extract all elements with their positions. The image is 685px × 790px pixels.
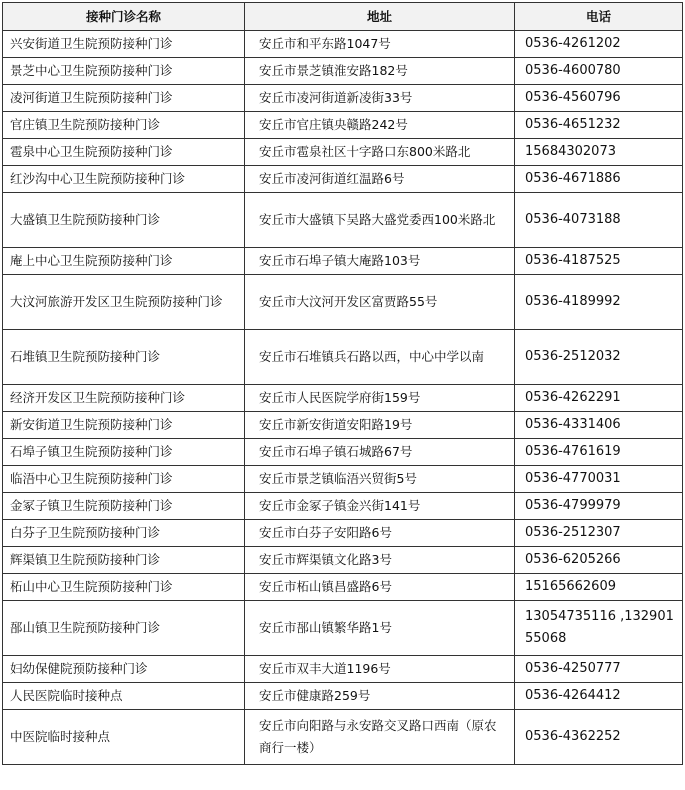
clinic-name: 庵上中心卫生院预防接种门诊 — [3, 248, 245, 275]
clinic-address: 安丘市郚山镇繁华路1号 — [245, 601, 515, 656]
table-row — [3, 31, 683, 58]
clinic-phone: 0536-4651232 — [515, 112, 683, 139]
clinic-phone: 0536-4671886 — [515, 166, 683, 193]
clinic-name: 凌河街道卫生院预防接种门诊 — [3, 85, 245, 112]
table-row — [3, 412, 683, 439]
clinic-address: 安丘市凌河街道红温路6号 — [245, 166, 515, 193]
clinic-address: 安丘市和平东路1047号 — [245, 31, 515, 58]
table-row — [3, 520, 683, 547]
clinic-address: 安丘市大汶河开发区富贾路55号 — [245, 275, 515, 330]
clinic-phone: 15165662609 — [515, 574, 683, 601]
clinic-name: 兴安街道卫生院预防接种门诊 — [3, 31, 245, 58]
table-row — [3, 656, 683, 683]
clinic-name: 中医院临时接种点 — [3, 710, 245, 765]
clinic-address: 安丘市石埠子镇石城路67号 — [245, 439, 515, 466]
table-row — [3, 547, 683, 574]
clinic-address: 安丘市新安街道安阳路19号 — [245, 412, 515, 439]
clinic-address: 安丘市雹泉社区十字路口东800米路北 — [245, 139, 515, 166]
clinic-name: 人民医院临时接种点 — [3, 683, 245, 710]
clinic-name: 妇幼保健院预防接种门诊 — [3, 656, 245, 683]
clinic-address: 安丘市景芝镇淮安路182号 — [245, 58, 515, 85]
table-row — [3, 139, 683, 166]
clinic-address: 安丘市大盛镇下吴路大盛党委西100米路北 — [245, 193, 515, 248]
clinic-phone: 0536-4189992 — [515, 275, 683, 330]
clinic-phone: 0536-4073188 — [515, 193, 683, 248]
clinic-table — [2, 2, 683, 765]
clinic-name: 红沙沟中心卫生院预防接种门诊 — [3, 166, 245, 193]
clinic-address: 安丘市石堆镇兵石路以西，中心中学以南 — [245, 330, 515, 385]
clinic-name: 大盛镇卫生院预防接种门诊 — [3, 193, 245, 248]
clinic-address: 安丘市健康路259号 — [245, 683, 515, 710]
clinic-name: 景芝中心卫生院预防接种门诊 — [3, 58, 245, 85]
clinic-address: 安丘市官庄镇央赣路242号 — [245, 112, 515, 139]
clinic-phone: 0536-4600780 — [515, 58, 683, 85]
clinic-name: 石堆镇卫生院预防接种门诊 — [3, 330, 245, 385]
table-row — [3, 710, 683, 765]
table-row — [3, 683, 683, 710]
header-address: 地址 — [245, 3, 515, 31]
clinic-phone: 0536-4331406 — [515, 412, 683, 439]
clinic-name: 经济开发区卫生院预防接种门诊 — [3, 385, 245, 412]
table-row — [3, 466, 683, 493]
table-row — [3, 85, 683, 112]
clinic-address: 安丘市凌河街道新凌街33号 — [245, 85, 515, 112]
clinic-phone: 13054735116 ,13290155068 — [515, 601, 683, 656]
clinic-phone: 0536-4250777 — [515, 656, 683, 683]
clinic-name: 新安街道卫生院预防接种门诊 — [3, 412, 245, 439]
clinic-name: 官庄镇卫生院预防接种门诊 — [3, 112, 245, 139]
clinic-address: 安丘市向阳路与永安路交叉路口西南（原农商行一楼） — [245, 710, 515, 765]
clinic-name: 石埠子镇卫生院预防接种门诊 — [3, 439, 245, 466]
clinic-phone: 0536-4770031 — [515, 466, 683, 493]
clinic-phone: 0536-4187525 — [515, 248, 683, 275]
table-row — [3, 193, 683, 248]
clinic-address: 安丘市金冢子镇金兴街141号 — [245, 493, 515, 520]
clinic-phone: 0536-4362252 — [515, 710, 683, 765]
clinic-phone: 0536-2512307 — [515, 520, 683, 547]
table-row — [3, 385, 683, 412]
clinic-address: 安丘市双丰大道1196号 — [245, 656, 515, 683]
clinic-address: 安丘市柘山镇昌盛路6号 — [245, 574, 515, 601]
table-row — [3, 166, 683, 193]
table-row — [3, 330, 683, 385]
clinic-phone: 0536-4262291 — [515, 385, 683, 412]
clinic-address: 安丘市白芬子安阳路6号 — [245, 520, 515, 547]
clinic-phone: 0536-4799979 — [515, 493, 683, 520]
table-row — [3, 574, 683, 601]
clinic-address: 安丘市景芝镇临浯兴贸街5号 — [245, 466, 515, 493]
header-phone: 电话 — [515, 3, 683, 31]
clinic-address: 安丘市辉渠镇文化路3号 — [245, 547, 515, 574]
clinic-phone: 15684302073 — [515, 139, 683, 166]
clinic-name: 金冢子镇卫生院预防接种门诊 — [3, 493, 245, 520]
table-row — [3, 439, 683, 466]
header-name: 接种门诊名称 — [3, 3, 245, 31]
clinic-name: 柘山中心卫生院预防接种门诊 — [3, 574, 245, 601]
table-header-row — [3, 3, 683, 31]
clinic-name: 雹泉中心卫生院预防接种门诊 — [3, 139, 245, 166]
table-row — [3, 58, 683, 85]
table-row — [3, 112, 683, 139]
clinic-phone: 0536-6205266 — [515, 547, 683, 574]
clinic-name: 郚山镇卫生院预防接种门诊 — [3, 601, 245, 656]
clinic-name: 白芬子卫生院预防接种门诊 — [3, 520, 245, 547]
table-row — [3, 275, 683, 330]
clinic-name: 辉渠镇卫生院预防接种门诊 — [3, 547, 245, 574]
clinic-phone: 0536-2512032 — [515, 330, 683, 385]
clinic-table-wrapper — [2, 2, 683, 765]
clinic-address: 安丘市人民医院学府街159号 — [245, 385, 515, 412]
clinic-address: 安丘市石埠子镇大庵路103号 — [245, 248, 515, 275]
clinic-phone: 0536-4261202 — [515, 31, 683, 58]
clinic-phone: 0536-4264412 — [515, 683, 683, 710]
table-row — [3, 248, 683, 275]
clinic-name: 大汶河旅游开发区卫生院预防接种门诊 — [3, 275, 245, 330]
table-row — [3, 601, 683, 656]
clinic-name: 临浯中心卫生院预防接种门诊 — [3, 466, 245, 493]
clinic-phone: 0536-4560796 — [515, 85, 683, 112]
clinic-phone: 0536-4761619 — [515, 439, 683, 466]
table-row — [3, 493, 683, 520]
